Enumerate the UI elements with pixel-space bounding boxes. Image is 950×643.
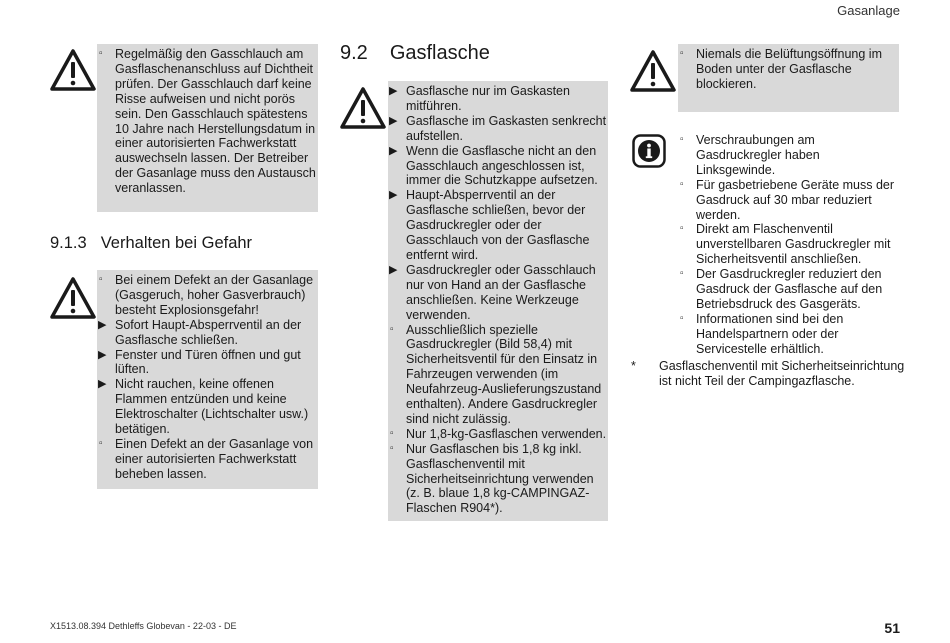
running-header: Gasanlage (837, 3, 900, 18)
list-item (678, 222, 902, 267)
page-number: 51 (884, 620, 900, 636)
list-item-text: Haupt-Absperrventil an der Gasflasche schließen, bevor der Gasdruckregler oder der Gasschlauch von der Gasflasche entfernt wird. (406, 188, 590, 262)
list-item (678, 312, 902, 357)
arrow-bullet-icon: ▶ (389, 263, 398, 276)
list-item-text: Sofort Haupt-Absperrventil an der Gasflasche schließen. (115, 317, 302, 347)
warning-box-gas-hose (97, 44, 318, 212)
warning-box-danger (97, 270, 318, 489)
list-item-text: Einen Defekt an der Gasanlage von einer autorisierten Fachwerkstatt beheben lassen. (115, 436, 314, 481)
footnote-text: Gasflaschenventil mit Sicherheitseinrichtung ist nicht Teil der Campingazflasche. (659, 359, 905, 388)
list-item-text: Der Gasdruckregler reduziert den Gasdruck der Gasflasche auf den Betriebsdruck des Gasgeräts. (696, 267, 883, 311)
section-title: Verhalten bei Gefahr (100, 234, 253, 252)
square-bullet-icon: ▫ (680, 223, 684, 235)
list-item-text: Nicht rauchen, keine offenen Flammen entzünden und keine Elektroschalter (Lichtschalter usw.) betätigen. (115, 377, 309, 437)
arrow-bullet-icon: ▶ (98, 378, 107, 391)
list-item (388, 84, 608, 114)
info-icon (632, 134, 666, 168)
list-item-text: Bei einem Defekt an der Gasanlage (Gasgeruch, hoher Gasverbrauch) besteht Explosionsgefahr! (115, 273, 314, 317)
list-item-text: Verschraubungen am Gasdruckregler haben Linksgewinde. (696, 133, 820, 177)
square-bullet-icon: ▫ (99, 274, 103, 285)
list-item (97, 318, 318, 348)
warning-box-ventilation (678, 44, 899, 112)
list-item (388, 323, 608, 427)
list-item (388, 427, 608, 442)
footnote (631, 359, 911, 391)
list-item-text: Ausschließlich spezielle Gasdruckregler (Bild 58,4) mit Sicherheitsventil für den Einsatz in Fahrzeugen verwenden (im Neufahrzeug-Auslieferungszustand enthalten). Andere Gasdruckregler sind nicht zulässig. (406, 322, 602, 426)
section-heading-9-1-3 (50, 234, 252, 253)
list-item-text: Nur Gasflaschen bis 1,8 kg inkl. Gasflaschenventil mit Sicherheitseinrichtung verwenden (z. B. blaue 1,8 kg-CAMPINGAZ-Flaschen R904*). (406, 441, 594, 516)
list-item (97, 47, 318, 196)
list-item-text: Regelmäßig den Gasschlauch am Gasflaschenanschluss auf Dichtheit prüfen. Der Gasschlauch darf keine Risse aufweisen und nicht porös sein. Den Gasschlauch spätestens 10 Jahre nach Herstellungsdatum in einer autorisierten Fachwerkstatt auswechseln lassen. Der Betreiber der Gasanlage muss den Austausch veranlassen. (115, 47, 316, 196)
warning-triangle-icon (340, 86, 386, 130)
section-heading-9-2 (340, 42, 490, 65)
section-number: 9.2 (340, 42, 368, 64)
arrow-bullet-icon: ▶ (389, 189, 398, 202)
list-item (678, 133, 902, 178)
list-item (388, 114, 608, 144)
square-bullet-icon: ▫ (680, 312, 684, 324)
arrow-bullet-icon: ▶ (389, 85, 398, 97)
document-id: X1513.08.394 Dethleffs Globevan - 22-03 - DE (50, 621, 237, 631)
list-item-text: Direkt am Flaschenventil unverstellbaren Gasdruckregler mit Sicherheitsventil anschließen. (696, 222, 891, 267)
list-item (678, 267, 902, 312)
square-bullet-icon: ▫ (99, 48, 103, 59)
list-item (388, 188, 608, 263)
list-item (388, 263, 608, 323)
list-item (97, 377, 318, 437)
list-item (97, 348, 318, 378)
list-item-text: Nur 1,8-kg-Gasflaschen verwenden. (406, 426, 607, 441)
square-bullet-icon: ▫ (680, 134, 684, 145)
list-item (678, 47, 899, 92)
list-item (97, 437, 318, 482)
list-item-text: Fenster und Türen öffnen und gut lüften. (115, 347, 301, 377)
square-bullet-icon: ▫ (680, 48, 684, 59)
list-item (678, 178, 902, 223)
info-list (678, 133, 902, 357)
arrow-bullet-icon: ▶ (98, 318, 107, 331)
square-bullet-icon: ▫ (390, 323, 394, 335)
list-item-text: Für gasbetriebene Geräte muss der Gasdruck auf 30 mbar reduziert werden. (696, 177, 895, 222)
square-bullet-icon: ▫ (390, 427, 394, 439)
list-item-text: Gasflasche nur im Gaskasten mitführen. (406, 84, 570, 113)
square-bullet-icon: ▫ (680, 268, 684, 280)
list-item (97, 273, 318, 318)
list-item-text: Niemals die Belüftungsöffnung im Boden unter der Gasflasche blockieren. (696, 47, 882, 91)
warning-triangle-icon (50, 48, 96, 92)
list-item-text: Informationen sind bei den Handelspartnern oder der Servicestelle erhältlich. (696, 311, 844, 356)
footnote-marker: * (631, 359, 636, 373)
square-bullet-icon: ▫ (390, 442, 394, 454)
arrow-bullet-icon: ▶ (389, 114, 398, 127)
section-number: 9.1.3 (50, 234, 87, 252)
arrow-bullet-icon: ▶ (389, 144, 398, 157)
arrow-bullet-icon: ▶ (98, 348, 107, 361)
warning-triangle-icon (50, 276, 96, 320)
list-item (388, 442, 608, 517)
list-item-text: Gasdruckregler oder Gasschlauch nur von Hand an der Gasflasche anschließen. Keine Werkzeuge verwenden. (406, 262, 596, 322)
warning-box-gas-bottle (388, 81, 608, 521)
square-bullet-icon: ▫ (99, 437, 103, 449)
square-bullet-icon: ▫ (680, 178, 684, 190)
section-title: Gasflasche (389, 42, 490, 64)
list-item (388, 144, 608, 189)
list-item-text: Gasflasche im Gaskasten senkrecht aufstellen. (406, 113, 607, 143)
list-item-text: Wenn die Gasflasche nicht an den Gasschlauch angeschlossen ist, immer die Schutzkappe aufsetzen. (406, 143, 598, 188)
warning-triangle-icon (630, 49, 676, 93)
